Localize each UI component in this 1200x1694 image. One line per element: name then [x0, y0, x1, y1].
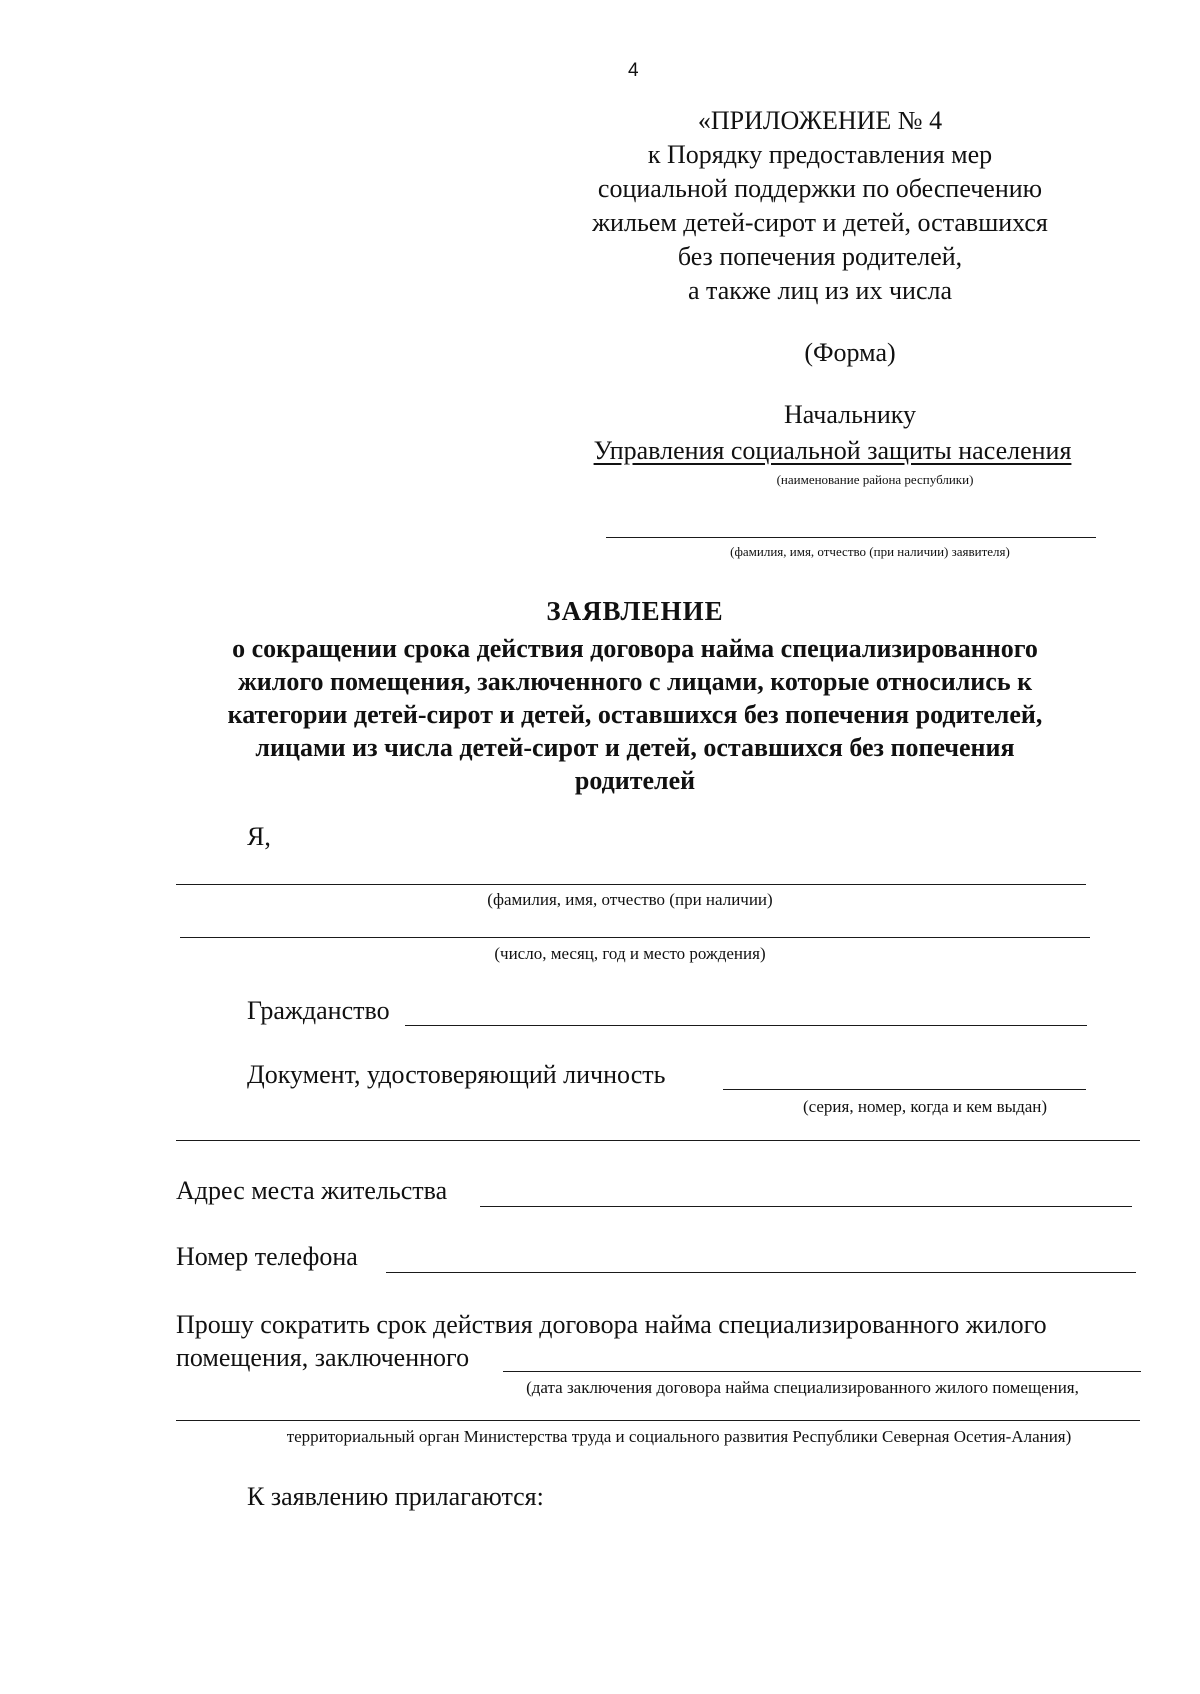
- subtitle-line: жилого помещения, заключенного с лицами, которые относились к: [237, 667, 1033, 696]
- subtitle-line: родителей: [574, 766, 696, 795]
- birth-caption: (число, месяц, год и место рождения): [494, 944, 766, 963]
- phone-label: Номер телефона: [176, 1242, 358, 1271]
- request-line-2: помещения, заключенного: [176, 1343, 470, 1372]
- annex-line: жильем детей-сирот и детей, оставшихся: [592, 208, 1048, 237]
- address-input-line[interactable]: [480, 1206, 1132, 1207]
- request-second-line[interactable]: [176, 1420, 1140, 1421]
- id-doc-second-line[interactable]: [176, 1140, 1140, 1141]
- address-label: Адрес места жительства: [176, 1176, 448, 1205]
- subtitle-line: лицами из числа детей-сирот и детей, оставшихся без попечения: [255, 733, 1015, 762]
- statement-title: ЗАЯВЛЕНИЕ: [546, 596, 724, 626]
- annex-line: а также лиц из их числа: [688, 276, 952, 305]
- request-line-1: Прошу сократить срок действия договора найма специализированного жилого: [176, 1310, 1047, 1339]
- annex-line: к Порядку предоставления мер: [647, 140, 993, 169]
- citizenship-input-line[interactable]: [405, 1025, 1087, 1026]
- birth-input-line[interactable]: [180, 937, 1090, 938]
- id-doc-caption: (серия, номер, когда и кем выдан): [802, 1097, 1048, 1116]
- i-label: Я,: [247, 822, 271, 851]
- subtitle-line: категории детей-сирот и детей, оставшихся без попечения родителей,: [227, 700, 1043, 729]
- annex-line: без попечения родителей,: [677, 242, 963, 271]
- addressee-office: Управления социальной защиты населения: [593, 436, 1072, 465]
- attachments-label: К заявлению прилагаются:: [247, 1482, 544, 1511]
- fio-input-line[interactable]: [176, 884, 1086, 885]
- id-doc-label: Документ, удостоверяющий личность: [247, 1060, 666, 1089]
- citizenship-label: Гражданство: [247, 996, 390, 1025]
- subtitle-line: о сокращении срока действия договора найма специализированного: [232, 634, 1038, 663]
- annex-line: социальной поддержки по обеспечению: [597, 174, 1043, 203]
- id-doc-input-line[interactable]: [723, 1089, 1086, 1090]
- applicant-caption: (фамилия, имя, отчество (при наличии) заявителя): [730, 544, 1010, 559]
- office-caption: (наименование района республики): [776, 472, 974, 487]
- applicant-name-line: [606, 537, 1096, 538]
- fio-caption: (фамилия, имя, отчество (при наличии): [487, 890, 773, 909]
- request-input-line[interactable]: [503, 1371, 1141, 1372]
- request-caption-2: территориальный орган Министерства труда и социального развития Республики Северная Осетия-Алания): [286, 1427, 1072, 1446]
- addressee-to: Начальнику: [783, 400, 917, 429]
- annex-header: [540, 104, 1100, 308]
- annex-title: «ПРИЛОЖЕНИЕ № 4: [697, 106, 943, 135]
- form-label: (Форма): [804, 338, 896, 367]
- request-caption-1: (дата заключения договора найма специализированного жилого помещения,: [526, 1378, 1079, 1397]
- phone-input-line[interactable]: [386, 1272, 1136, 1273]
- page-number: 4: [628, 60, 639, 81]
- statement-subtitle: [140, 632, 1130, 797]
